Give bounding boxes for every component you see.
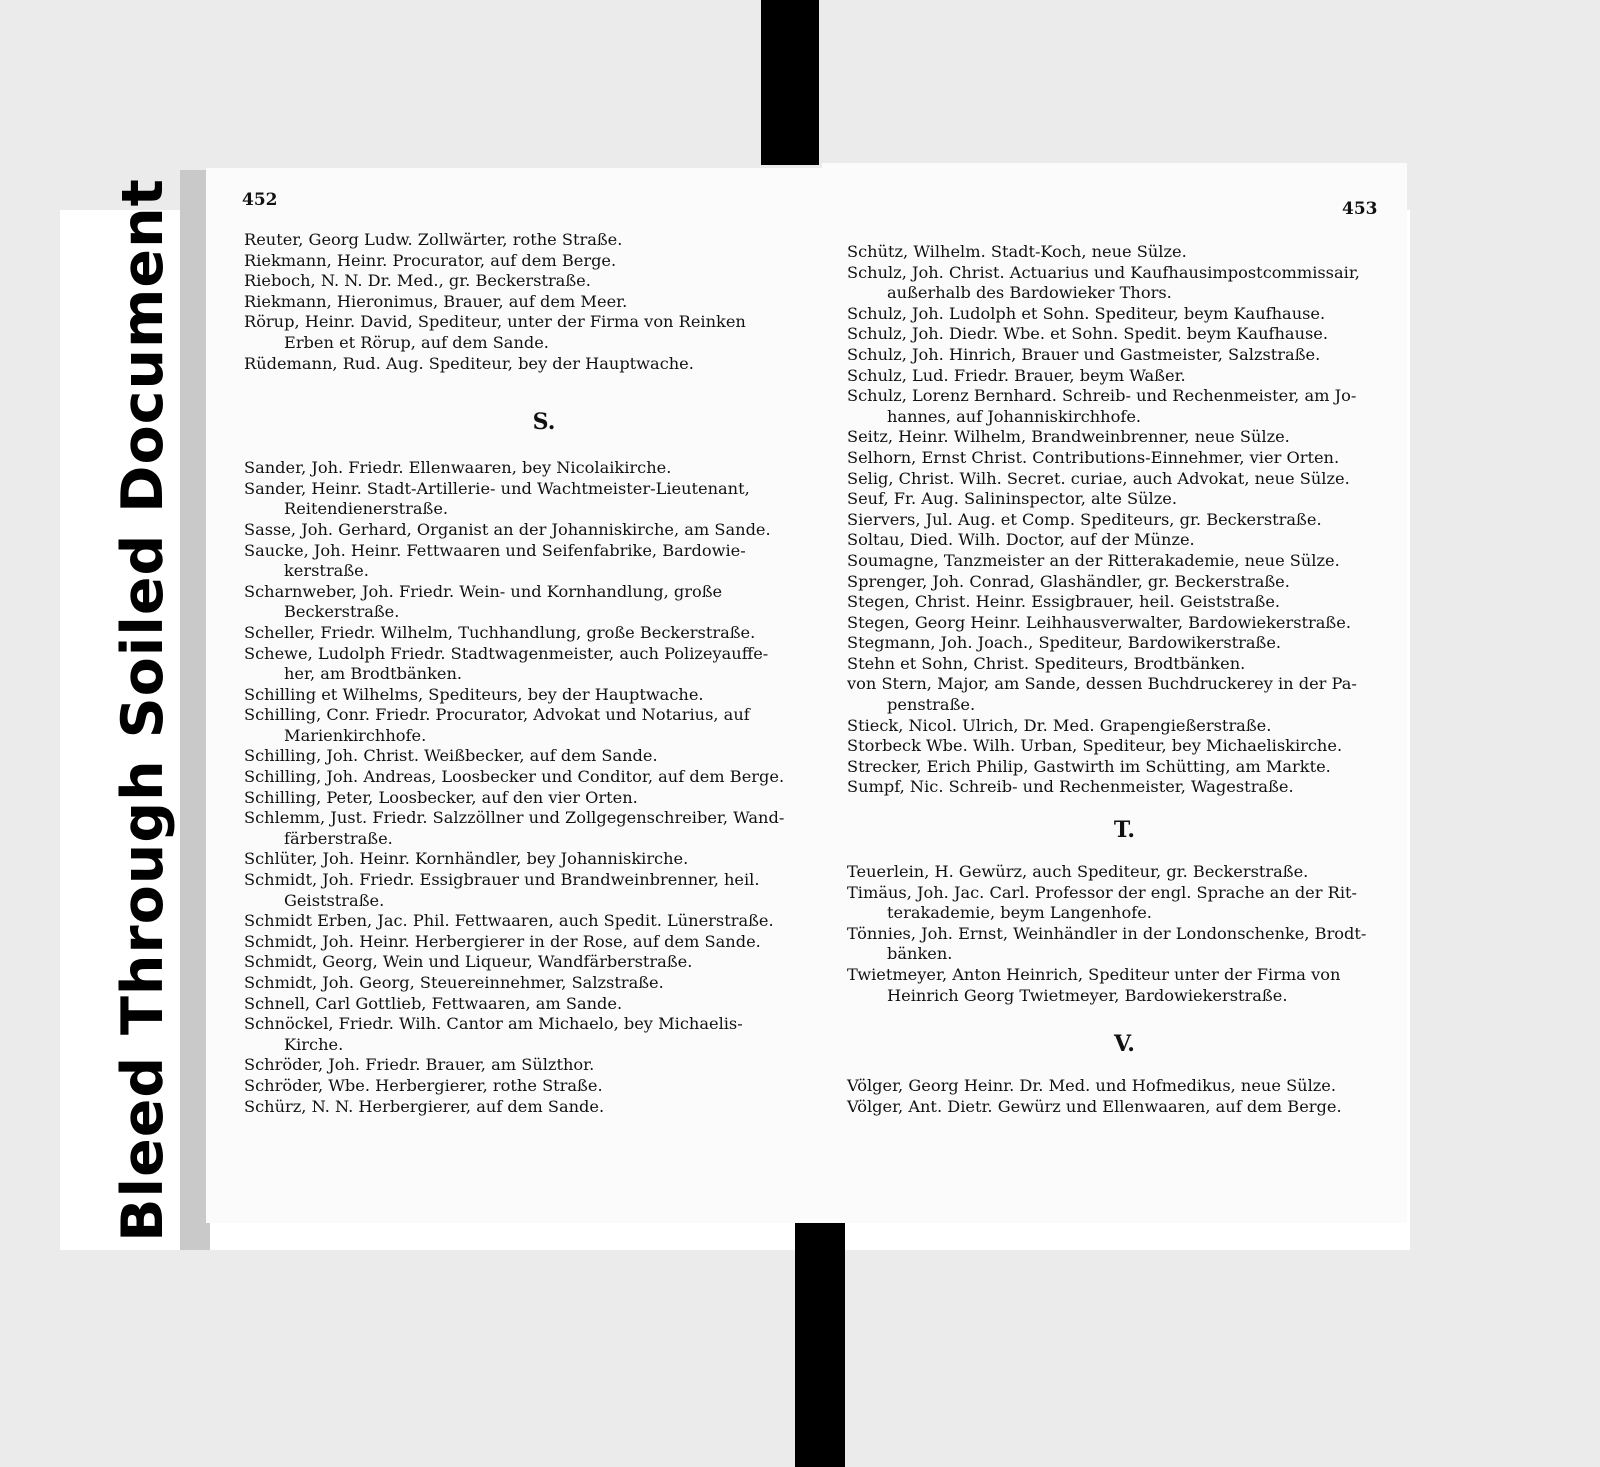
list-item xyxy=(847,304,1402,325)
entry-line: Schlüter, Joh. Heinr. Kornhändler, bey Johanniskirche. xyxy=(244,849,689,869)
list-item xyxy=(847,469,1402,490)
list-item xyxy=(847,654,1402,675)
entry-line: Schnell, Carl Gottlieb, Fettwaaren, am Sande. xyxy=(244,993,623,1013)
entry-line: Selhorn, Ernst Christ. Contributions-Einnehmer, vier Orten. xyxy=(847,447,1340,467)
list-item xyxy=(847,716,1402,737)
list-item xyxy=(244,808,814,849)
section-letter-t: T. xyxy=(1113,817,1136,844)
entry-line: Völger, Georg Heinr. Dr. Med. und Hofmedikus, neue Sülze. xyxy=(847,1076,1337,1096)
left-page xyxy=(206,168,824,1223)
entry-continuation: Marienkirchhofe. xyxy=(284,725,427,745)
entry-line: Schulz, Joh. Hinrich, Brauer und Gastmeister, Salzstraße. xyxy=(847,344,1321,364)
entry-line: Schnöckel, Friedr. Wilh. Cantor am Michaelo, bey Michaelis- xyxy=(244,1014,743,1034)
entry-line: Schulz, Lorenz Bernhard. Schreib- und Rechenmeister, am Jo- xyxy=(847,386,1357,406)
list-item xyxy=(847,883,1402,924)
entry-line: Schmidt, Georg, Wein und Liqueur, Wandfärberstraße. xyxy=(244,952,693,972)
entry-line: Riekmann, Heinr. Procurator, auf dem Berge. xyxy=(244,250,617,270)
entry-line: Sander, Heinr. Stadt-Artillerie- und Wachtmeister-Lieutenant, xyxy=(244,478,750,498)
list-item xyxy=(847,510,1402,531)
list-item xyxy=(244,251,814,272)
entry-line: Schmidt, Joh. Heinr. Herbergierer in der Rose, auf dem Sande. xyxy=(244,931,761,951)
entries-s-right xyxy=(847,242,1402,798)
entry-line: Twietmeyer, Anton Heinrich, Spediteur unter der Firma von xyxy=(847,965,1341,984)
entry-line: Scharnweber, Joh. Friedr. Wein- und Kornhandlung, große xyxy=(244,581,723,601)
list-item xyxy=(244,230,814,251)
list-item xyxy=(244,520,814,541)
entry-continuation: Geiststraße. xyxy=(284,890,385,910)
list-item xyxy=(244,994,814,1015)
list-item xyxy=(847,366,1402,387)
list-item xyxy=(244,849,814,870)
list-item xyxy=(847,489,1402,510)
entry-continuation: kerstraße. xyxy=(284,561,369,581)
list-item xyxy=(244,870,814,911)
entry-line: Schmidt, Joh. Georg, Steuereinnehmer, Salzstraße. xyxy=(244,973,664,992)
list-item xyxy=(847,862,1402,883)
list-item xyxy=(847,1076,1402,1097)
list-item xyxy=(847,1097,1402,1118)
entry-line: Schulz, Joh. Ludolph et Sohn. Spediteur, beym Kaufhause. xyxy=(847,303,1326,323)
list-item xyxy=(244,312,814,353)
binding-bar-top xyxy=(761,0,819,165)
entry-line: Stehn et Sohn, Christ. Spediteurs, Brodtbänken. xyxy=(847,653,1246,673)
entry-line: Siervers, Jul. Aug. et Comp. Spediteurs, gr. Beckerstraße. xyxy=(847,509,1322,529)
entry-line: Saucke, Joh. Heinr. Fettwaaren und Seifenfabrike, Bardowie- xyxy=(244,540,746,560)
entry-line: Schürz, N. N. Herbergierer, auf dem Sande. xyxy=(244,1096,605,1116)
entry-line: Schröder, Joh. Friedr. Brauer, am Sülzthor. xyxy=(244,1055,595,1075)
entries-s-left xyxy=(244,458,814,1117)
entry-line: Schulz, Lud. Friedr. Brauer, beym Waßer. xyxy=(847,365,1186,385)
list-item xyxy=(244,788,814,809)
entry-line: Stieck, Nicol. Ulrich, Dr. Med. Grapengießerstraße. xyxy=(847,715,1272,735)
list-item xyxy=(244,541,814,582)
list-item xyxy=(847,242,1402,263)
list-item xyxy=(244,767,814,788)
list-item xyxy=(847,386,1402,427)
entry-line: Tönnies, Joh. Ernst, Weinhändler in der Londonschenke, Brodt- xyxy=(847,923,1367,943)
list-item xyxy=(244,932,814,953)
entry-line: von Stern, Major, am Sande, dessen Buchdruckerey in der Pa- xyxy=(847,674,1357,694)
entry-line: Schilling, Joh. Christ. Weißbecker, auf dem Sande. xyxy=(244,746,658,766)
entry-line: Schilling, Conr. Friedr. Procurator, Advokat und Notarius, auf xyxy=(244,705,750,725)
list-item xyxy=(244,1014,814,1055)
entry-line: Sumpf, Nic. Schreib- und Rechenmeister, Wagestraße. xyxy=(847,777,1294,797)
entry-line: Reuter, Georg Ludw. Zollwärter, rothe Straße. xyxy=(244,230,623,249)
entry-continuation: hannes, auf Johanniskirchhofe. xyxy=(887,406,1142,426)
entry-line: Scheller, Friedr. Wilhelm, Tuchhandlung, große Beckerstraße. xyxy=(244,622,756,642)
entry-line: Teuerlein, H. Gewürz, auch Spediteur, gr. Beckerstraße. xyxy=(847,862,1309,882)
entry-line: Soumagne, Tanzmeister an der Ritterakademie, neue Sülze. xyxy=(847,550,1340,570)
list-item xyxy=(244,685,814,706)
page-number: 453 xyxy=(1342,199,1378,219)
list-item xyxy=(847,427,1402,448)
right-entries xyxy=(847,242,1402,1117)
entry-continuation: her, am Brodtbänken. xyxy=(284,664,463,684)
list-item xyxy=(847,530,1402,551)
list-item xyxy=(244,271,814,292)
list-item xyxy=(847,924,1402,965)
list-item xyxy=(847,263,1402,304)
entry-continuation: außerhalb des Bardowieker Thors. xyxy=(887,283,1172,303)
list-item xyxy=(244,458,814,479)
list-item xyxy=(244,952,814,973)
list-item xyxy=(847,757,1402,778)
entry-line: Seuf, Fr. Aug. Salininspector, alte Sülze. xyxy=(847,489,1177,509)
list-item xyxy=(244,644,814,685)
entry-continuation: Beckerstraße. xyxy=(284,602,400,622)
left-entries xyxy=(244,230,814,1117)
entry-line: Schröder, Wbe. Herbergierer, rothe Straße. xyxy=(244,1075,603,1095)
entry-line: Stegen, Georg Heinr. Leihhausverwalter, Bardowiekerstraße. xyxy=(847,612,1351,632)
entry-line: Schmidt, Joh. Friedr. Essigbrauer und Brandweinbrenner, heil. xyxy=(244,870,760,890)
list-item xyxy=(244,705,814,746)
list-item xyxy=(847,551,1402,572)
list-item xyxy=(244,479,814,520)
entries-v xyxy=(847,1076,1402,1117)
entries-before xyxy=(244,230,814,374)
list-item xyxy=(244,354,814,375)
entry-line: Rüdemann, Rud. Aug. Spediteur, bey der Hauptwache. xyxy=(244,353,694,373)
list-item xyxy=(847,592,1402,613)
entry-continuation: bänken. xyxy=(887,944,953,964)
entry-line: Schewe, Ludolph Friedr. Stadtwagenmeister, auch Polizeyauffe- xyxy=(244,643,769,663)
entry-line: Sprenger, Joh. Conrad, Glashändler, gr. Beckerstraße. xyxy=(847,571,1290,591)
entry-continuation: penstraße. xyxy=(887,695,976,715)
list-item xyxy=(847,777,1402,798)
list-item xyxy=(244,582,814,623)
list-item xyxy=(847,674,1402,715)
entry-continuation: Reitendienerstraße. xyxy=(284,499,449,519)
entry-line: Völger, Ant. Dietr. Gewürz und Ellenwaaren, auf dem Berge. xyxy=(847,1096,1342,1116)
entry-line: Selig, Christ. Wilh. Secret. curiae, auch Advokat, neue Sülze. xyxy=(847,468,1350,488)
entry-line: Stegmann, Joh. Joach., Spediteur, Bardowikerstraße. xyxy=(847,633,1282,653)
entry-line: Schulz, Joh. Diedr. Wbe. et Sohn. Spedit. beym Kaufhause. xyxy=(847,324,1329,344)
entry-continuation: terakademie, beym Langenhofe. xyxy=(887,903,1152,923)
entry-line: Schmidt Erben, Jac. Phil. Fettwaaren, auch Spedit. Lünerstraße. xyxy=(244,911,774,931)
list-item xyxy=(244,292,814,313)
entry-line: Schlemm, Just. Friedr. Salzzöllner und Zollgegenschreiber, Wand- xyxy=(244,808,785,828)
entry-line: Strecker, Erich Philip, Gastwirth im Schütting, am Markte. xyxy=(847,756,1331,776)
list-item xyxy=(847,613,1402,634)
entry-line: Schilling, Joh. Andreas, Loosbecker und Conditor, auf dem Berge. xyxy=(244,767,785,787)
entry-line: Sasse, Joh. Gerhard, Organist an der Johanniskirche, am Sande. xyxy=(244,519,771,539)
list-item xyxy=(244,746,814,767)
entry-line: Schulz, Joh. Christ. Actuarius und Kaufhausimpostcommissair, xyxy=(847,262,1360,282)
entry-line: Storbeck Wbe. Wilh. Urban, Spediteur, bey Michaeliskirche. xyxy=(847,736,1343,756)
entry-line: Stegen, Christ. Heinr. Essigbrauer, heil. Geiststraße. xyxy=(847,592,1281,612)
side-label: Bleed Through Soiled Document xyxy=(110,178,176,1242)
list-item xyxy=(244,973,814,994)
list-item xyxy=(244,1055,814,1076)
right-page xyxy=(822,163,1407,1223)
list-item xyxy=(244,911,814,932)
entry-line: Soltau, Died. Wilh. Doctor, auf der Münze. xyxy=(847,530,1195,550)
entry-continuation: Heinrich Georg Twietmeyer, Bardowiekerstraße. xyxy=(887,985,1288,1005)
entry-line: Seitz, Heinr. Wilhelm, Brandweinbrenner, neue Sülze. xyxy=(847,427,1290,447)
entry-continuation: Kirche. xyxy=(284,1034,344,1054)
entry-continuation: Erben et Rörup, auf dem Sande. xyxy=(284,332,549,352)
list-item xyxy=(847,324,1402,345)
section-letter-s: S. xyxy=(532,409,556,436)
entry-continuation: färberstraße. xyxy=(284,828,393,848)
entries-t xyxy=(847,862,1402,1006)
list-item xyxy=(244,623,814,644)
list-item xyxy=(244,1097,814,1118)
list-item xyxy=(847,736,1402,757)
entry-line: Rieboch, N. N. Dr. Med., gr. Beckerstraße. xyxy=(244,271,591,291)
entry-line: Sander, Joh. Friedr. Ellenwaaren, bey Nicolaikirche. xyxy=(244,458,672,478)
entry-line: Schütz, Wilhelm. Stadt-Koch, neue Sülze. xyxy=(847,242,1187,261)
list-item xyxy=(847,572,1402,593)
entry-line: Schilling et Wilhelms, Spediteurs, bey der Hauptwache. xyxy=(244,684,704,704)
list-item xyxy=(847,345,1402,366)
list-item xyxy=(244,1076,814,1097)
entry-line: Schilling, Peter, Loosbecker, auf den vier Orten. xyxy=(244,787,638,807)
list-item xyxy=(847,965,1402,1006)
binding-bar-bottom xyxy=(795,1222,845,1467)
section-letter-v: V. xyxy=(1114,1031,1135,1058)
list-item xyxy=(847,448,1402,469)
list-item xyxy=(847,633,1402,654)
entry-line: Timäus, Joh. Jac. Carl. Professor der engl. Sprache an der Rit- xyxy=(847,882,1357,902)
entry-line: Rörup, Heinr. David, Spediteur, unter der Firma von Reinken xyxy=(244,312,746,332)
entry-line: Riekmann, Hieronimus, Brauer, auf dem Meer. xyxy=(244,291,628,311)
page-number: 452 xyxy=(242,190,278,210)
